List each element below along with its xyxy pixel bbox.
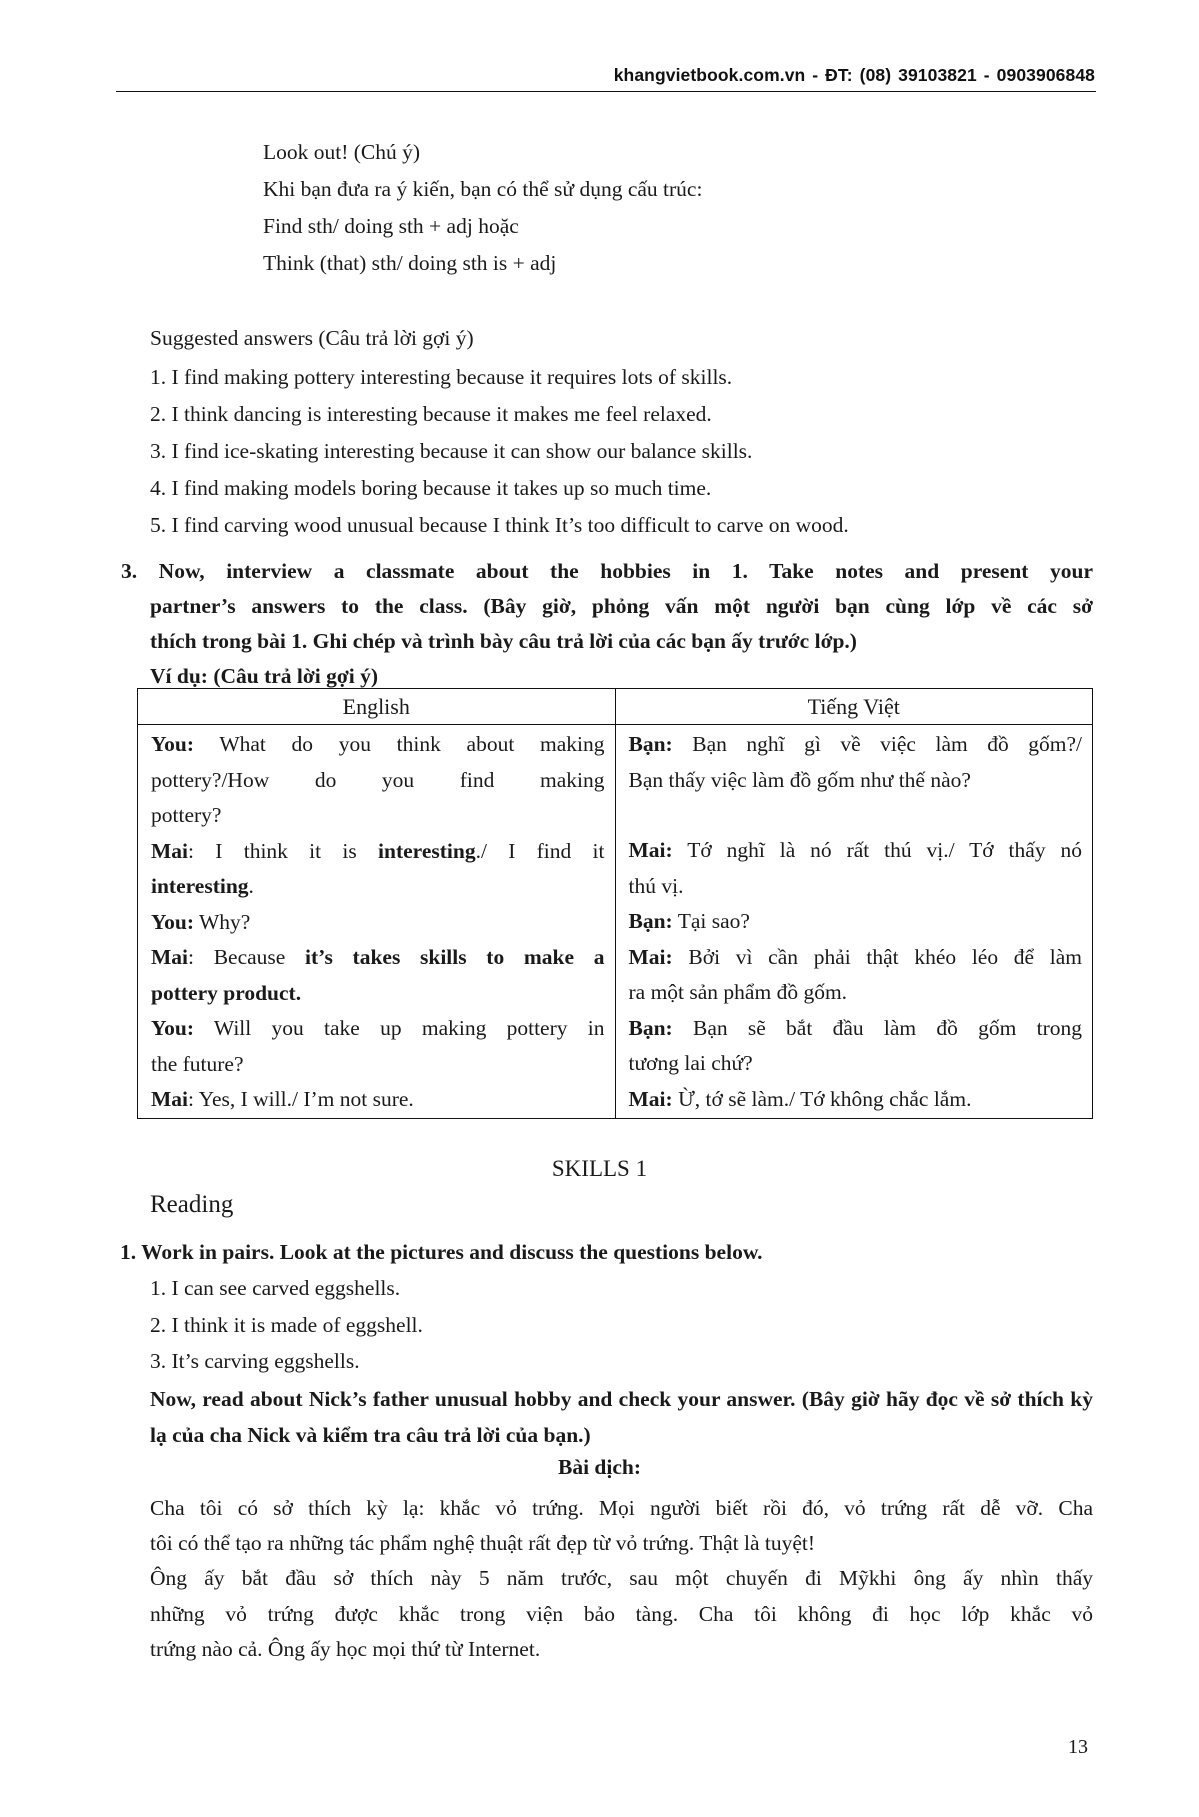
suggested-answer-item: 2. I think dancing is interesting because it makes me feel relaxed. xyxy=(150,402,712,426)
dialogue-emphasis: it’s takes skills to make a xyxy=(305,945,605,969)
table-header-row xyxy=(138,689,1093,725)
dialogue-text: the future? xyxy=(151,1051,244,1076)
dialogue-line xyxy=(151,1082,605,1118)
dialogue-text: Tại sao? xyxy=(672,909,750,933)
header-phone: - ĐT: (08) 39103821 - 0903906848 xyxy=(812,65,1095,85)
header-site: khangvietbook.com.vn xyxy=(613,65,806,85)
header-divider xyxy=(116,91,1096,92)
dialogue-line xyxy=(629,904,1083,940)
look-out-title: Look out! (Chú ý) xyxy=(263,140,421,164)
speaker-label: You: xyxy=(151,732,195,756)
speaker-label: Mai: xyxy=(628,1086,673,1111)
dialogue-text: . xyxy=(248,874,254,898)
table-row xyxy=(138,725,1093,1119)
translation-line: Cha tôi có sở thích kỳ lạ: khắc vỏ trứng. Mọi người biết rồi đó, vỏ trứng rất dễ vỡ. Cha xyxy=(150,1496,1093,1520)
suggested-answer-item: 4. I find making models boring because it takes up so much time. xyxy=(150,476,712,500)
look-out-line: Khi bạn đưa ra ý kiến, bạn có thể sử dụng cấu trúc: xyxy=(263,177,703,201)
dialogue-line xyxy=(151,834,605,870)
translation-title: Bài dịch: xyxy=(557,1455,642,1479)
dialogue-text: : Because xyxy=(188,945,305,969)
translation-line: tôi có thể tạo ra những tác phẩm nghệ thuật rất đẹp từ vỏ trứng. Thật là tuyệt! xyxy=(150,1531,816,1556)
speaker-label: You: xyxy=(151,909,195,934)
speaker-label: Bạn: xyxy=(628,909,673,933)
dialogue-emphasis: interesting xyxy=(151,874,249,898)
speaker-label: Mai xyxy=(151,945,189,969)
exercise-3-instructions xyxy=(121,554,1093,694)
page-number: 13 xyxy=(1068,1736,1088,1758)
suggested-answer-item: 5. I find carving wood unusual because I think It’s too difficult to carve on wood. xyxy=(150,513,849,537)
dialogue-text: Tớ nghĩ là nó rất thú vị./ Tớ thấy nó xyxy=(672,838,1082,862)
section-subtitle: Reading xyxy=(150,1191,234,1218)
dialogue-text: Will you take up making pottery in xyxy=(194,1016,605,1040)
look-out-line: Find sth/ doing sth + adj hoặc xyxy=(263,214,519,238)
dialogue-text: ra một sản phẩm đồ gốm. xyxy=(628,980,848,1004)
example-label: Ví dụ: (Câu trả lời gợi ý) xyxy=(150,664,379,688)
speaker-label: You: xyxy=(151,1016,195,1040)
dialogue-text: What do you think about making xyxy=(219,732,605,756)
translation-line: những vỏ trứng được khắc trong viện bảo tàng. Cha tôi không đi học lớp khắc vỏ xyxy=(150,1601,1093,1626)
look-out-line: Think (that) sth/ doing sth is + adj xyxy=(263,251,557,275)
translation-paragraph xyxy=(150,1491,1093,1667)
dialogue-line xyxy=(629,1011,1083,1047)
dialogue-text: pottery?/How do you find making xyxy=(151,767,605,792)
english-dialogue-cell xyxy=(138,725,616,1119)
dialogue-text: Bởi vì cần phải thật khéo léo để làm xyxy=(672,944,1082,969)
dialogue-text: thú vị. xyxy=(628,873,684,898)
dialogue-emphasis: pottery product. xyxy=(151,980,302,1005)
dialogue-text: Bạn sẽ bắt đầu làm đồ gốm trong xyxy=(672,1015,1082,1040)
dialogue-table xyxy=(137,688,1093,1119)
dialogue-text: Bạn thấy việc làm đồ gốm như thế nào? xyxy=(628,767,971,792)
column-header-vietnamese: Tiếng Việt xyxy=(615,689,1093,725)
question-1: 1. Work in pairs. Look at the pictures and discuss the questions below. xyxy=(120,1240,763,1264)
dialogue-line xyxy=(629,1082,1083,1118)
vietnamese-dialogue-cell xyxy=(615,725,1093,1119)
dialogue-text: tương lai chứ? xyxy=(628,1051,753,1075)
dialogue-text: Bạn nghĩ gì về việc làm đồ gốm?/ xyxy=(672,732,1082,756)
reading-instruction: Now, read about Nick’s father unusual hobby and check your answer. (Bây giờ hãy đọc về sở thích kỳ lạ của cha Nick và kiểm tra câu trả lời của bạn.) xyxy=(150,1387,1093,1447)
dialogue-text: Why? xyxy=(194,909,251,934)
dialogue-emphasis: interesting xyxy=(378,838,476,863)
speaker-label: Mai: xyxy=(628,944,673,969)
page-header xyxy=(614,65,1095,86)
exercise-line: Now, interview a classmate about the hobbies in 1. Take notes and present your xyxy=(158,559,1093,583)
suggested-answer-item: 1. I find making pottery interesting because it requires lots of skills. xyxy=(150,365,733,389)
exercise-line: thích trong bài 1. Ghi chép và trình bày câu trả lời của các bạn ấy trước lớp.) xyxy=(150,629,857,653)
speaker-label: Mai xyxy=(151,838,189,863)
dialogue-line xyxy=(151,727,605,763)
dialogue-line xyxy=(151,869,605,905)
suggested-answers-title: Suggested answers (Câu trả lời gợi ý) xyxy=(150,326,474,350)
dialogue-line xyxy=(629,940,1083,976)
dialogue-line xyxy=(151,905,605,941)
exercise-number: 3. xyxy=(121,559,138,583)
spacer xyxy=(629,798,1083,835)
dialogue-text: : I think it is xyxy=(188,838,379,863)
dialogue-text: ./ I find it xyxy=(475,838,605,863)
answer-item: 2. I think it is made of eggshell. xyxy=(150,1313,423,1337)
dialogue-text: Ừ, tớ sẽ làm./ Tớ không chắc lắm. xyxy=(672,1086,972,1111)
dialogue-line xyxy=(151,1011,605,1047)
column-header-english: English xyxy=(138,689,616,725)
section-title: SKILLS 1 xyxy=(551,1156,648,1181)
dialogue-line xyxy=(151,976,605,1012)
translation-line: trứng nào cả. Ông ấy học mọi thứ từ Internet. xyxy=(150,1636,541,1661)
dialogue-line xyxy=(629,833,1083,869)
translation-line: Ông ấy bắt đầu sở thích này 5 năm trước, sau một chuyến đi Mỹkhi ông ấy nhìn thấy xyxy=(150,1566,1093,1591)
speaker-label: Bạn: xyxy=(628,732,673,756)
dialogue-line xyxy=(629,727,1083,763)
exercise-line: partner’s answers to the class. (Bây giờ, phỏng vấn một người bạn cùng lớp về các sở xyxy=(150,594,1093,618)
speaker-label: Bạn: xyxy=(628,1015,673,1040)
answer-item: 3. It’s carving eggshells. xyxy=(150,1349,360,1373)
speaker-label: Mai: xyxy=(628,838,673,862)
dialogue-text: pottery? xyxy=(151,803,222,827)
dialogue-text: : Yes, I will./ I’m not sure. xyxy=(188,1087,414,1111)
dialogue-line xyxy=(151,940,605,976)
suggested-answer-item: 3. I find ice-skating interesting because it can show our balance skills. xyxy=(150,439,753,463)
speaker-label: Mai xyxy=(151,1087,189,1111)
answer-item: 1. I can see carved eggshells. xyxy=(150,1276,401,1300)
